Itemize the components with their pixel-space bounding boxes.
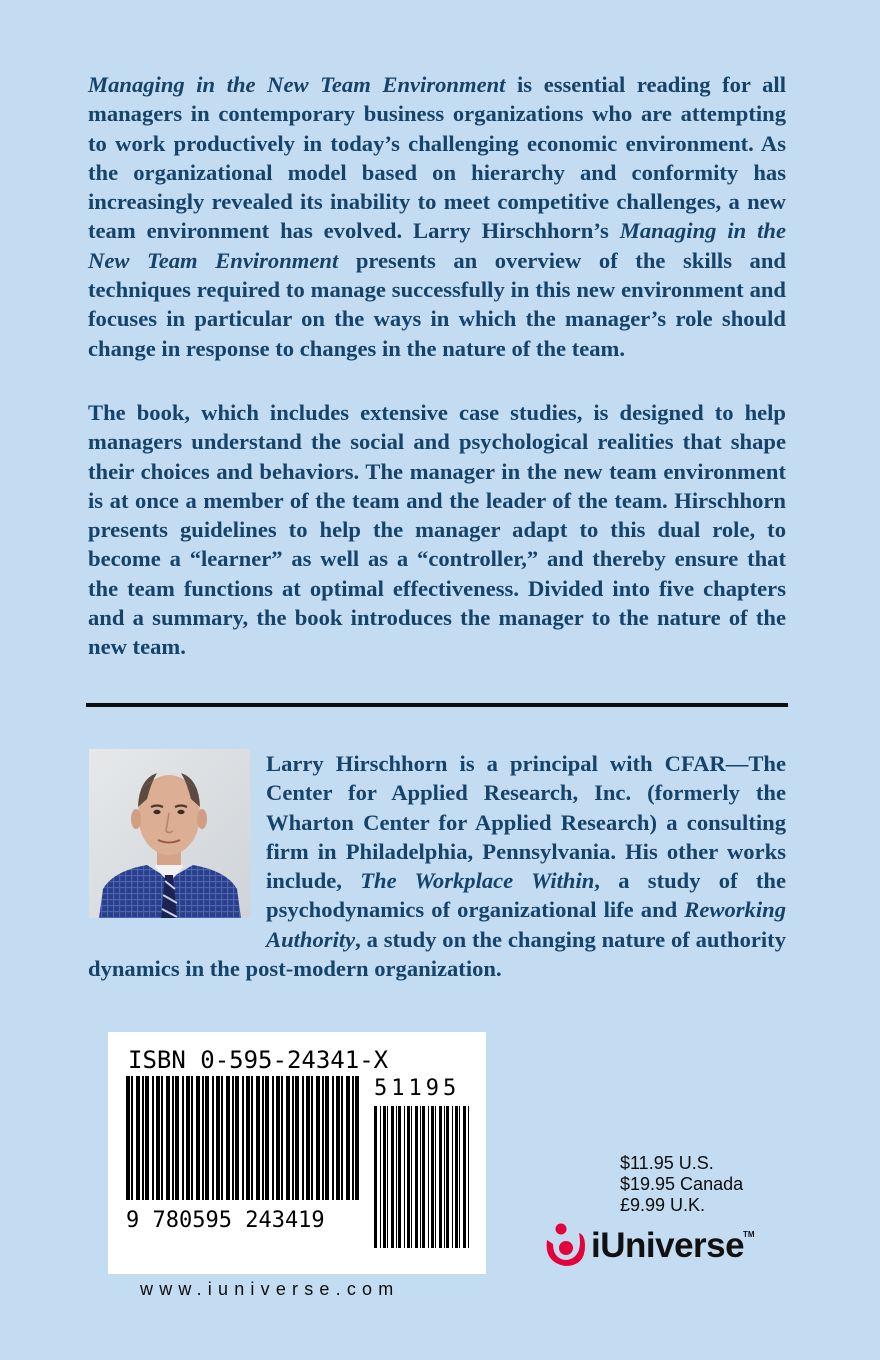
price-us: $11.95 U.S. (620, 1153, 714, 1173)
barcode-bar (306, 1076, 310, 1200)
barcode-bar (281, 1076, 283, 1200)
barcode-bar (322, 1076, 324, 1200)
barcode-bar (404, 1106, 405, 1248)
book-title-italic: Managing in the New Team Environment (88, 218, 786, 273)
barcode-bar (316, 1076, 320, 1200)
barcode-bar (325, 1076, 329, 1200)
publisher-logo (543, 1222, 763, 1272)
barcode-bar (407, 1106, 410, 1248)
barcode-bar (276, 1076, 280, 1200)
barcode-bar (131, 1076, 133, 1200)
barcode-bar (272, 1076, 274, 1200)
barcode-bar (292, 1076, 294, 1200)
barcode-bar (126, 1076, 130, 1200)
barcode-bar (463, 1106, 466, 1248)
book-title-italic: Reworking Authority (266, 897, 786, 952)
barcode-bar (428, 1106, 429, 1248)
barcode-bar (156, 1076, 160, 1200)
description-text: is essential reading for all managers in contemporary business organizations who are attempting to work productively in today’s challenging economic environment. As the organizational model based on hierarchy and conformity has increasingly revealed its inability to meet competitive challenges, a new team environment has evolved. Larry Hirschhorn’s (88, 72, 786, 244)
iuniverse-logo-icon (543, 1222, 589, 1272)
barcode-bar (444, 1106, 445, 1248)
barcode-bar (191, 1076, 193, 1200)
author-bio (88, 749, 786, 983)
barcode-bar (152, 1076, 154, 1200)
barcode-bar (420, 1106, 421, 1248)
barcode-bar (175, 1076, 179, 1200)
barcode-bar (216, 1076, 220, 1200)
barcode-bar (196, 1076, 200, 1200)
barcode-bar (302, 1076, 304, 1200)
barcode-bar (455, 1106, 458, 1248)
trademark-symbol: TM (743, 1230, 755, 1239)
barcode-bar (336, 1076, 340, 1200)
barcode-bar (226, 1076, 230, 1200)
isbn-barcode (108, 1032, 486, 1274)
barcode-bar (295, 1076, 299, 1200)
book-title-italic: Managing in the New Team Environment (88, 72, 506, 97)
barcode-bar (439, 1106, 442, 1248)
barcode-bar (172, 1076, 174, 1200)
barcode-bar (380, 1106, 381, 1248)
description-paragraph-2: The book, which includes extensive case studies, is designed to help managers understand the social and psychological realities that shape their choices and behaviors. The manager in the new team environment is at once a member of the team and the leader of the team. Hirschhorn presents guidelines to help the manager adapt to this dual role, to become a “learner” as well as a “controller,” and thereby ensure that the team functions at optimal effectiveness. Divided into five chapters and a summary, the book introduces the manager to the nature of the new team. (88, 400, 786, 660)
price-canada: $19.95 Canada (620, 1174, 744, 1194)
barcode-bar (221, 1076, 223, 1200)
barcode-bar (232, 1076, 234, 1200)
barcode-bar (422, 1106, 425, 1248)
author-bio-text: , a study on the changing nature of authority dynamics in the post-modern organization. (88, 926, 786, 982)
barcode-bar (435, 1106, 436, 1248)
barcode-bar (396, 1106, 397, 1248)
barcode-bar (246, 1076, 250, 1200)
barcode-bar (145, 1076, 149, 1200)
barcode-bar (387, 1106, 388, 1248)
price-list (620, 1153, 743, 1216)
barcode-bar (415, 1106, 418, 1248)
author-bio-text: , a study of the psychodynamics of organizational life and (266, 868, 786, 923)
description-paragraph-1 (88, 70, 786, 363)
barcode-bar (383, 1106, 386, 1248)
publisher-name: iUniverse (591, 1226, 745, 1265)
barcode-bar (341, 1076, 343, 1200)
barcode-bar (251, 1076, 253, 1200)
barcode-bar (235, 1076, 239, 1200)
barcode-bar (161, 1076, 163, 1200)
barcode-bar (398, 1106, 401, 1248)
barcode-bar (452, 1106, 453, 1248)
barcode-bar (256, 1076, 260, 1200)
barcode-bar (411, 1106, 412, 1248)
website-url: www.iuniverse.com (140, 1279, 400, 1299)
barcode-bar (446, 1106, 449, 1248)
barcode-bar (205, 1076, 209, 1200)
author-bio-text: Larry Hirschhorn is a principal with CFAR—The Center for Applied Research, Inc. (formerly the Wharton Center for Applied Research) a consulting firm in Philadelphia, Pennsylvania. His other works include, (266, 751, 786, 894)
barcode-bar (459, 1106, 460, 1248)
barcode-bar (374, 1106, 377, 1248)
photo-spacer (88, 749, 266, 925)
ean-number: 9 780595 243419 (126, 1208, 325, 1233)
barcode-bar (352, 1076, 354, 1200)
barcode-bar (346, 1076, 350, 1200)
barcode-bar (311, 1076, 313, 1200)
barcode-bar (166, 1076, 170, 1200)
section-divider (86, 703, 788, 707)
barcode-bar (142, 1076, 144, 1200)
description-text: presents an overview of the skills and techniques required to manage successfully in this new environment and focuses in particular on the ways in which the manager’s role should change in response to changes in the nature of the team. (88, 247, 786, 361)
barcode-bar (468, 1106, 469, 1248)
barcode-bar (262, 1076, 264, 1200)
barcode-bar (212, 1076, 214, 1200)
price-uk: £9.99 U.K. (620, 1195, 706, 1215)
barcode-bar (286, 1076, 290, 1200)
barcode-bar (265, 1076, 269, 1200)
barcode-bar (431, 1106, 434, 1248)
isbn-label: ISBN 0-595-24341-X (128, 1046, 389, 1074)
barcode-bar (242, 1076, 244, 1200)
barcode-bar (391, 1106, 394, 1248)
barcode-bar (355, 1076, 359, 1200)
barcode-bar (332, 1076, 334, 1200)
barcode-bar (202, 1076, 204, 1200)
barcode-bar (182, 1076, 184, 1200)
addon-number: 51195 (374, 1076, 461, 1101)
book-title-italic: The Workplace Within (360, 868, 595, 894)
barcode-bar (136, 1076, 140, 1200)
barcode-bar (186, 1076, 190, 1200)
